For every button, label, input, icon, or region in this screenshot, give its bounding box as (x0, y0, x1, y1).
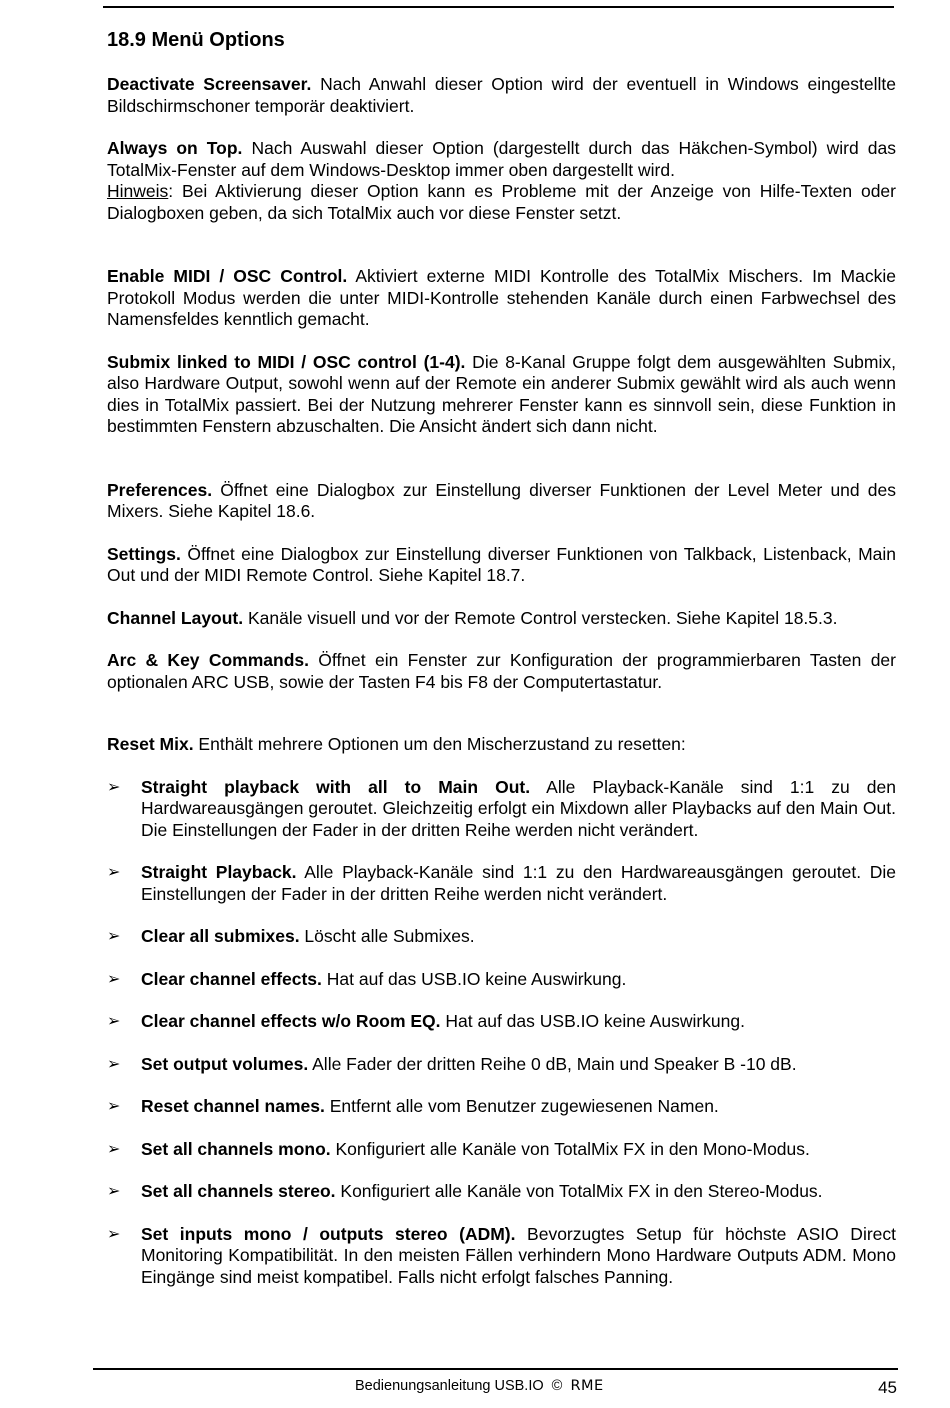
arrow-bullet-icon: ➢ (107, 928, 121, 945)
rme-logo: RME (570, 1378, 604, 1394)
footer-text: Bedienungsanleitung USB.IO © (355, 1378, 571, 1394)
term-arc-key: Arc & Key Commands. (107, 650, 309, 670)
note-text: : Bei Aktivierung dieser Option kann es Probleme mit der Anzeige von Hilfe-Texten oder Dialogboxen geben, da sich TotalMix auch vor diese Fenster setzt. (107, 181, 896, 223)
list-item (107, 969, 896, 991)
paragraph-preferences (107, 480, 896, 523)
page-content (107, 28, 896, 1288)
option-term: Set all channels stereo. (141, 1181, 336, 1201)
option-text: Bevorzugtes Setup für höchste ASIO Direct Monitoring Kompatibilität. In den meisten Fällen verhindern Mono Hardware Outputs ADM. Mono Eingänge sind meist kompatibel. Falls nicht erfolgt falsches Panning. (141, 1223, 897, 1287)
paragraph-reset-mix (107, 734, 896, 756)
list-item (107, 926, 896, 948)
arrow-bullet-icon: ➢ (107, 1225, 121, 1243)
arrow-bullet-icon: ➢ (107, 1140, 121, 1158)
option-text: Alle Playback-Kanäle sind 1:1 zu den Hardwareausgängen geroutet. Die Einstellungen der Fader in der dritten Reihe werden nicht verändert. (141, 862, 896, 904)
list-item (107, 1224, 896, 1289)
term-always-on-top: Always on Top. (107, 138, 243, 158)
option-term: Set all channels mono. (141, 1138, 331, 1159)
option-text: Hat auf das USB.IO keine Auswirkung. (321, 968, 627, 989)
arrow-bullet-icon: ➢ (107, 1055, 121, 1073)
note-label: Hinweis (107, 181, 169, 201)
term-preferences: Preferences. (107, 479, 213, 500)
reset-options-list (107, 777, 896, 1289)
list-item (107, 1139, 896, 1161)
text-preferences: Öffnet eine Dialogbox zur Einstellung diverser Funktionen der Level Meter und des Mixers. Siehe Kapitel 18.6. (107, 479, 896, 521)
term-reset-mix: Reset Mix. (107, 734, 194, 754)
term-enable-midi: Enable MIDI / OSC Control. (107, 266, 348, 286)
paragraph-settings (107, 544, 896, 587)
list-item (107, 1181, 896, 1203)
option-term: Reset channel names. (141, 1096, 325, 1116)
paragraph-submix-linked (107, 352, 896, 438)
term-screensaver: Deactivate Screensaver. (107, 74, 312, 94)
option-term: Clear channel effects w/o Room EQ. (141, 1011, 441, 1031)
text-settings: Öffnet eine Dialogbox zur Einstellung diverser Funktionen von Talkback, Listenback, Main Out und der MIDI Remote Control. Siehe Kapitel 18.7. (107, 543, 896, 585)
option-term: Straight playback with all to Main Out. (141, 776, 531, 797)
term-settings: Settings. (107, 543, 181, 564)
section-heading: 18.9 Menü Options (107, 29, 285, 51)
bottom-rule (93, 1368, 898, 1370)
arrow-bullet-icon: ➢ (107, 778, 121, 796)
arrow-bullet-icon: ➢ (107, 1098, 121, 1115)
option-text: Löscht alle Submixes. (299, 926, 475, 946)
text-always-on-top: Nach Auswahl dieser Option (dargestellt durch das Häkchen-Symbol) wird das TotalMix-Fenster auf dem Windows-Desktop immer oben dargestellt wird. (107, 138, 896, 180)
list-item (107, 1054, 896, 1076)
arrow-bullet-icon: ➢ (107, 970, 121, 988)
option-text: Konfiguriert alle Kanäle von TotalMix FX in den Mono-Modus. (330, 1138, 810, 1159)
option-term: Set inputs mono / outputs stereo (ADM). (141, 1223, 516, 1244)
option-text: Konfiguriert alle Kanäle von TotalMix FX in den Stereo-Modus. (335, 1181, 823, 1201)
top-rule (103, 6, 894, 8)
option-term: Clear all submixes. (141, 926, 300, 946)
list-item (107, 1011, 896, 1033)
term-channel-layout: Channel Layout. (107, 607, 244, 628)
arrow-bullet-icon: ➢ (107, 864, 121, 881)
arrow-bullet-icon: ➢ (107, 1013, 121, 1030)
option-term: Clear channel effects. (141, 968, 322, 989)
text-screensaver: Nach Anwahl dieser Option wird der eventuell in Windows eingestellte Bildschirmschoner temporär deaktiviert. (107, 74, 896, 116)
text-enable-midi: Aktiviert externe MIDI Kontrolle des TotalMix Mischers. Im Mackie Protokoll Modus werden die unter MIDI-Kontrolle stehenden Kanäle durch einen Farbwechsel des Namensfeldes kenntlich gemacht. (107, 266, 896, 329)
option-term: Straight Playback. (141, 862, 297, 882)
option-text: Alle Fader der dritten Reihe 0 dB, Main und Speaker B -10 dB. (308, 1053, 797, 1074)
arrow-bullet-icon: ➢ (107, 1183, 121, 1200)
option-text: Hat auf das USB.IO keine Auswirkung. (440, 1011, 745, 1031)
paragraph-screensaver (107, 74, 896, 117)
paragraph-note (107, 181, 896, 224)
list-item (107, 862, 896, 905)
term-submix-linked: Submix linked to MIDI / OSC control (1-4). (107, 351, 466, 372)
option-term: Set output volumes. (141, 1053, 309, 1074)
paragraph-channel-layout (107, 608, 896, 630)
footer (355, 1378, 604, 1394)
page-number: 45 (878, 1378, 897, 1397)
option-text: Alle Playback-Kanäle sind 1:1 zu den Hardwareausgängen geroutet. Gleichzeitig erfolgt ein Mixdown aller Playbacks auf den Main Out. Die Einstellungen der Fader in der dritten Reihe werden nicht verändert. (141, 776, 896, 840)
text-submix-linked: Die 8-Kanal Gruppe folgt dem ausgewählten Submix, also Hardware Output, sowohl wenn auf der Remote ein anderer Submix gewählt wird als auch wenn dies in TotalMix passiert. Bei der Nutzung mehrerer Fenster kann es sinnvoll sein, diese Funktion in bestimmten Fenstern abzuschalten. Die Ansicht ändert sich dann nicht. (107, 351, 896, 436)
list-item (107, 1096, 896, 1118)
text-channel-layout: Kanäle visuell und vor der Remote Control verstecken. Siehe Kapitel 18.5.3. (243, 607, 838, 628)
text-arc-key: Öffnet ein Fenster zur Konfiguration der programmierbaren Tasten der optionalen ARC USB, sowie der Tasten F4 bis F8 der Computertastatur. (107, 650, 896, 692)
option-text: Entfernt alle vom Benutzer zugewiesenen Namen. (324, 1096, 719, 1116)
text-reset-mix: Enthält mehrere Optionen um den Mischerzustand zu resetten: (193, 734, 686, 754)
list-item (107, 777, 896, 842)
paragraph-enable-midi (107, 266, 896, 331)
paragraph-always-on-top (107, 138, 896, 181)
paragraph-arc-key (107, 650, 896, 693)
